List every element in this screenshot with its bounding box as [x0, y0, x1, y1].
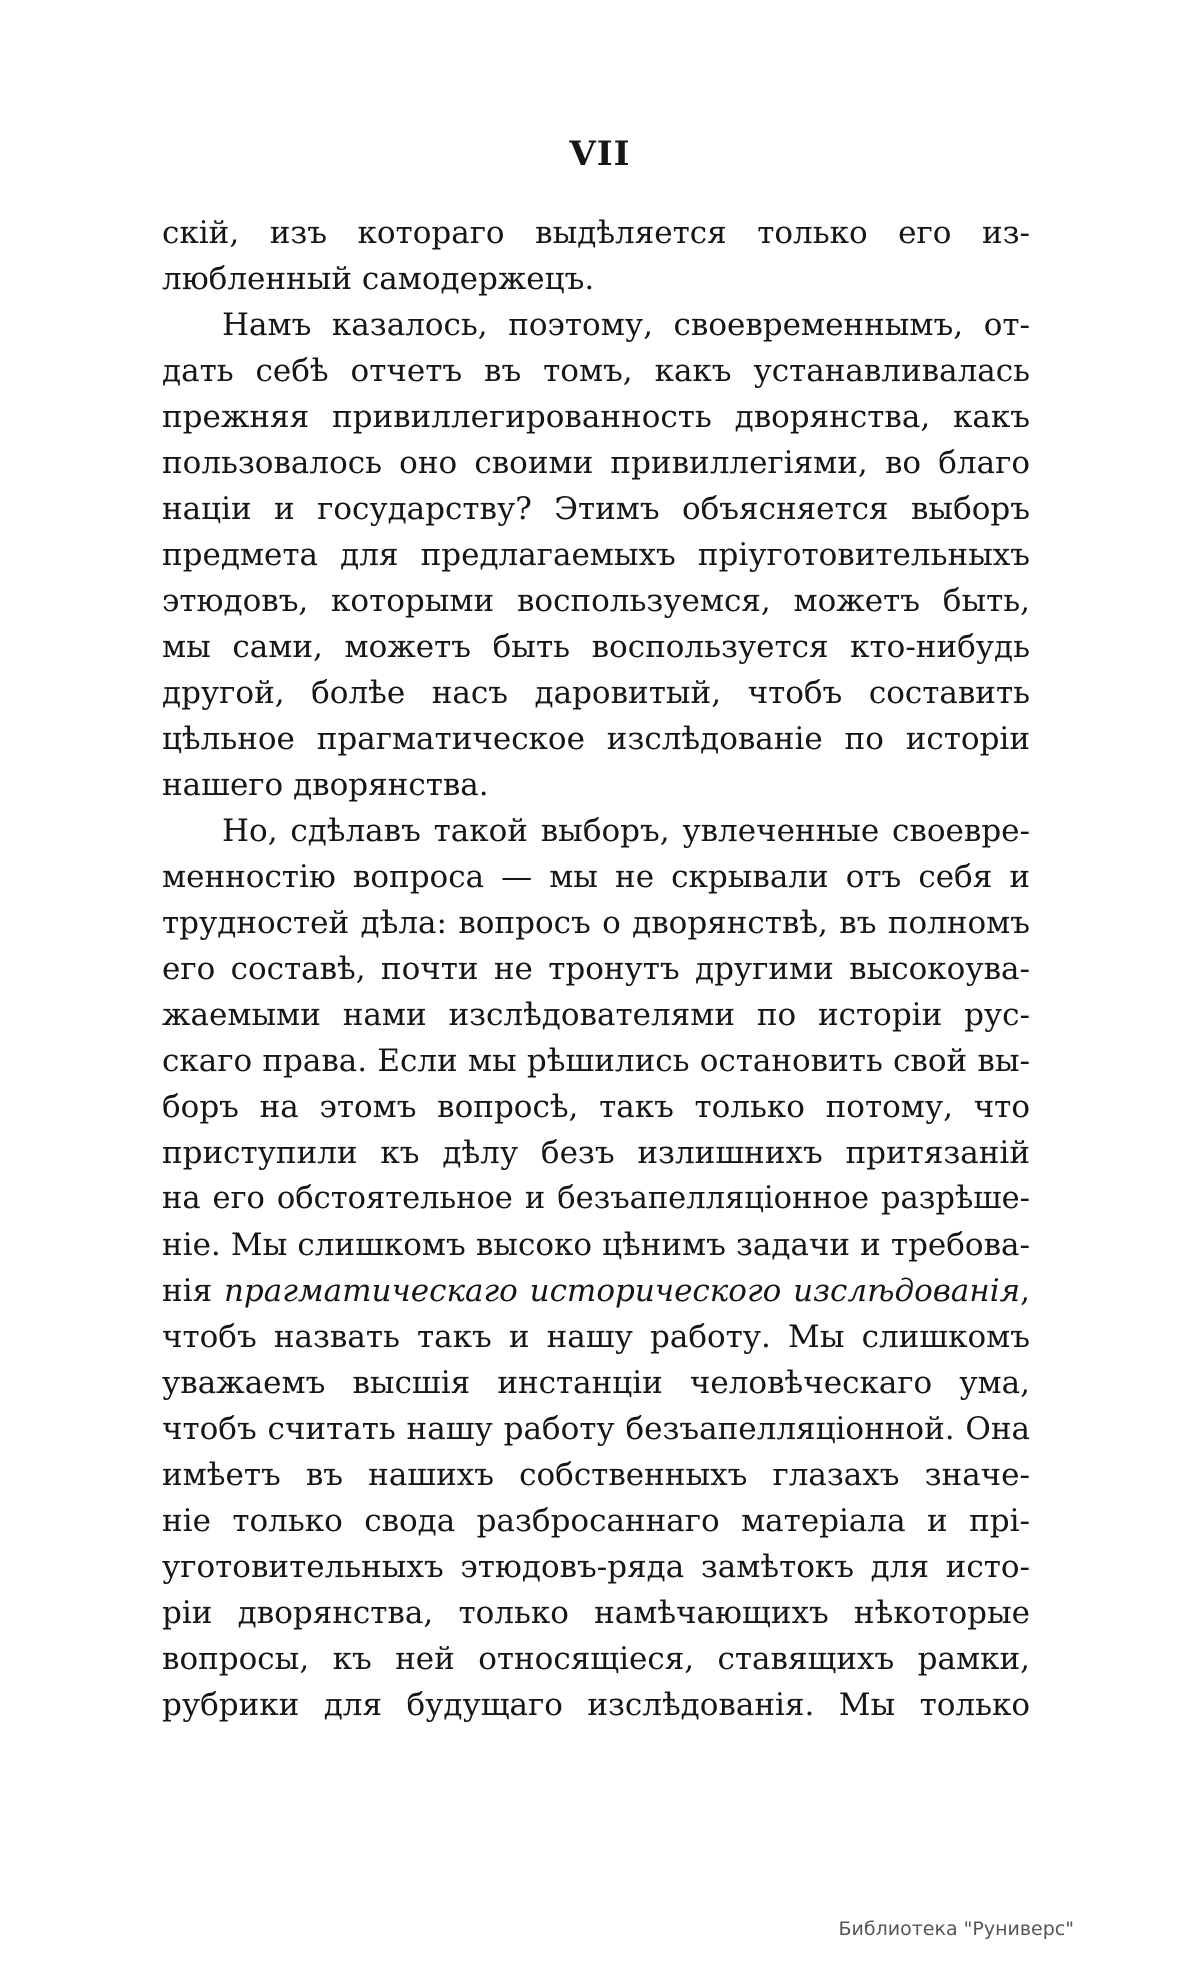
- text-line: боръ на этомъ вопросѣ, такъ только потому, что: [162, 1089, 1030, 1125]
- text-line: Но, сдѣлавъ такой выборъ, увлеченные своевре-: [222, 813, 1030, 849]
- text-line: нашего дворянства.: [162, 767, 489, 803]
- text-line: мы сами, можетъ быть воспользуется кто-нибудь: [162, 629, 1030, 665]
- text-line: цѣльное прагматическое изслѣдованіе по исторіи: [162, 721, 1030, 757]
- text-line: уважаемъ высшія инстанціи человѣческаго ума,: [162, 1365, 1030, 1401]
- italic-phrase: прагматическаго исторического изслѣдованія: [223, 1273, 1021, 1309]
- text-line: на его обстоятельное и безъапелляціонное разрѣше-: [162, 1181, 1030, 1216]
- text-line: трудностей дѣла: вопросъ о дворянствѣ, въ полномъ: [162, 905, 1030, 941]
- text-line: Намъ казалось, поэтому, своевременнымъ, от-: [222, 307, 1030, 343]
- text-line: уготовительныхъ этюдовъ-ряда замѣтокъ для исто-: [162, 1549, 1030, 1585]
- text-line: скаго права. Если мы рѣшились остановить свой вы-: [162, 1043, 1030, 1079]
- text-line: чтобъ назвать такъ и нашу работу. Мы слишкомъ: [162, 1319, 1030, 1355]
- text-line: [162, 1268, 1030, 1314]
- text-line: предмета для предлагаемыхъ пріуготовительныхъ: [162, 537, 1030, 573]
- body-text: [162, 210, 1030, 1728]
- text-line: другой, болѣе насъ даровитый, чтобъ составить: [162, 675, 1030, 711]
- line-text: нія: [162, 1273, 213, 1309]
- text-line: скій, изъ котораго выдѣляется только его из-: [162, 215, 1030, 251]
- page-number: VII: [569, 134, 631, 174]
- text-line: ніе только свода разбросаннаго матеріала и прі-: [162, 1503, 1030, 1539]
- text-line: націи и государству? Этимъ объясняется выборъ: [162, 491, 1030, 527]
- text-line: имѣетъ въ нашихъ собственныхъ глазахъ значе-: [162, 1457, 1030, 1493]
- text-line: рубрики для будущаго изслѣдованія. Мы только: [162, 1687, 1030, 1723]
- text-line: ніе. Мы слишкомъ высоко цѣнимъ задачи и требова-: [162, 1227, 1030, 1263]
- text-line: жаемыми нами изслѣдователями по исторіи рус-: [162, 997, 1030, 1033]
- text-line: ріи дворянства, только намѣчающихъ нѣкоторые: [162, 1595, 1030, 1631]
- text-line: этюдовъ, которыми воспользуемся, можетъ быть,: [162, 583, 1030, 619]
- library-watermark: Библиотека "Руниверс": [838, 1918, 1074, 1940]
- text-line: вопросы, къ ней относящіеся, ставящихъ рамки,: [162, 1641, 1030, 1677]
- line-punctuation: ,: [1020, 1273, 1030, 1309]
- text-line: пользовалось оно своими привиллегіями, во благо: [162, 445, 1030, 481]
- text-line: дать себѣ отчетъ въ томъ, какъ устанавливалась: [162, 353, 1030, 389]
- text-line: менностію вопроса — мы не скрывали отъ себя и: [162, 859, 1030, 895]
- text-line: приступили къ дѣлу безъ излишнихъ притязаній: [162, 1135, 1030, 1171]
- text-line: любленный самодержецъ.: [162, 261, 595, 297]
- text-line: прежняя привиллегированность дворянства, какъ: [162, 399, 1030, 435]
- text-line: его составѣ, почти не тронутъ другими высокоува-: [162, 951, 1030, 987]
- text-line: чтобъ считать нашу работу безъапелляціонной. Она: [162, 1411, 1030, 1447]
